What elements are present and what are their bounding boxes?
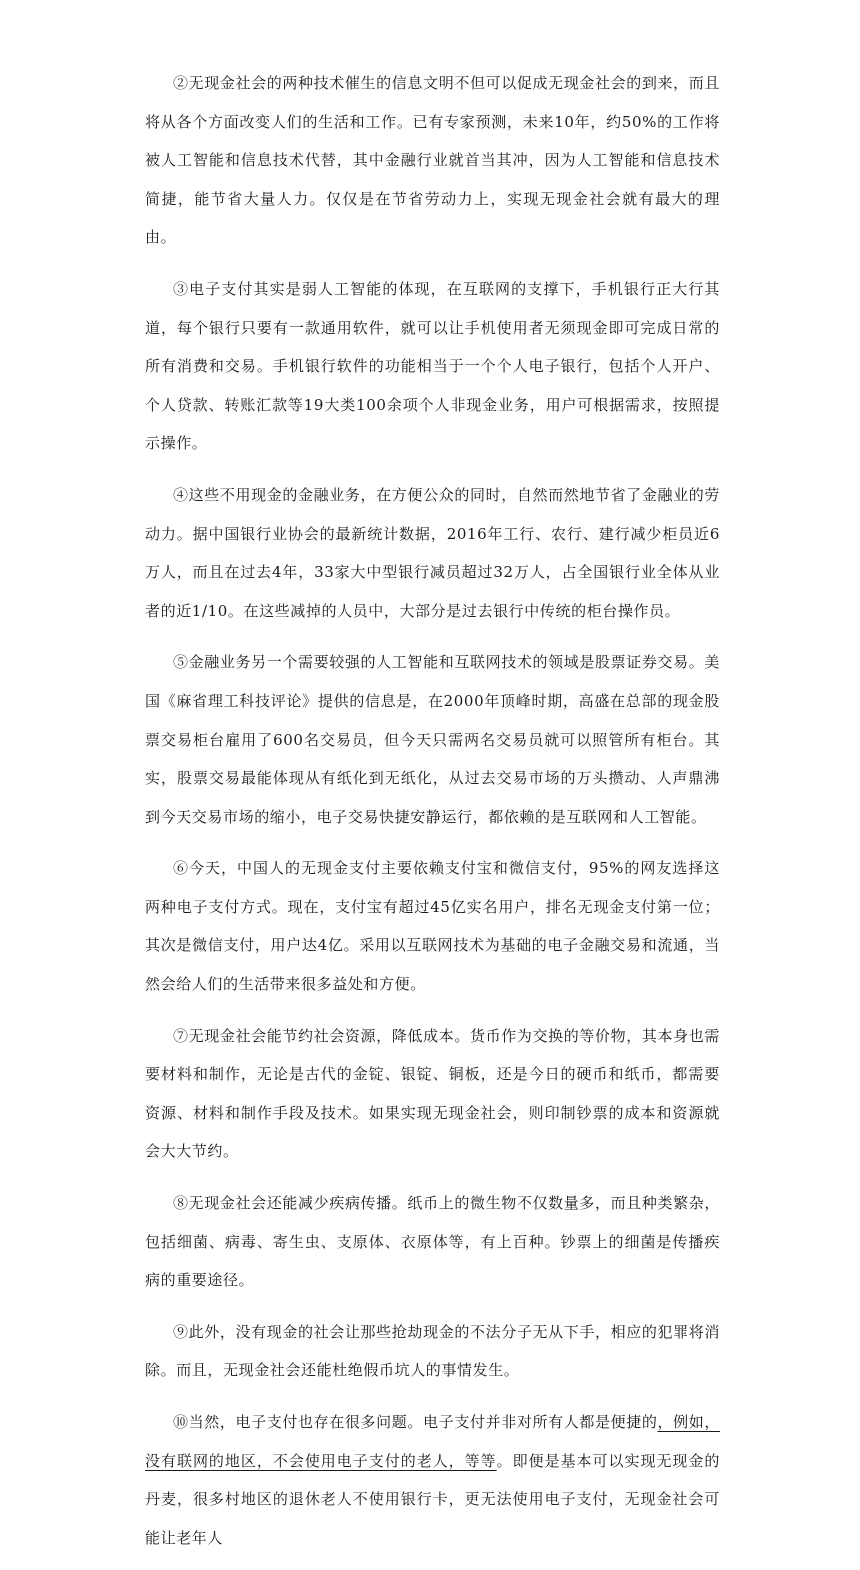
paragraph-6: ⑥今天，中国人的无现金支付主要依赖支付宝和微信支付，95%的网友选择这两种电子支付方式。现在，支付宝有超过45亿实名用户，排名无现金支付第一位；其次是微信支付，用户达4亿。采用以互联网技术为基础的电子金融交易和流通，当然会给人们的生活带来很多益处和方便。 — [145, 859, 720, 994]
paragraph-4: ④这些不用现金的金融业务，在方便公众的同时，自然而然地节省了金融业的劳动力。据中国银行业协会的最新统计数据，2016年工行、农行、建行减少柜员近6万人，而且在过去4年，33家大中型银行减员超过32万人，占全国银行业全体从业者的近1/10。在这些减掉的人员中，大部分是过去银行中传统的柜台操作员。 — [145, 485, 720, 620]
paragraph-10 — [145, 1403, 720, 1557]
paragraph-3: ③电子支付其实是弱人工智能的体现，在互联网的支撑下，手机银行正大行其道，每个银行只要有一款通用软件，就可以让手机使用者无须现金即可完成日常的所有消费和交易。手机银行软件的功能相当于一个个人电子银行，包括个人开户、个人贷款、转账汇款等19大类100余项个人非现金业务，用户可根据需求，按照提示操作。 — [145, 279, 720, 453]
underlined-example-text: ，例如，没有联网的地区，不会使用电子支付的老人，等等 — [145, 1413, 721, 1470]
paragraph-7: ⑦无现金社会能节约社会资源，降低成本。货币作为交换的等价物，其本身也需要材料和制作，无论是古代的金锭、银锭、铜板，还是今日的硬币和纸币，都需要资源、材料和制作手段及技术。如果实现无现金社会，则印制钞票的成本和资源就会大大节约。 — [145, 1026, 720, 1161]
paragraph-10-text: ⑩当然，电子支付也存在很多问题。电子支付并非对所有人都是便捷的 — [173, 1413, 658, 1431]
paragraph-5: ⑤金融业务另一个需要较强的人工智能和互联网技术的领域是股票证券交易。美国《麻省理工科技评论》提供的信息是，在2000年顶峰时期，高盛在总部的现金股票交易柜台雇用了600名交易员，但今天只需两名交易员就可以照管所有柜台。其实，股票交易最能体现从有纸化到无纸化，从过去交易市场的万头攒动、人声鼎沸到今天交易市场的缩小，电子交易快捷安静运行，都依赖的是互联网和人工智能。 — [145, 653, 720, 826]
paragraph-10-continuation: 。即便是基本可以实现无现金的丹麦，很多村地区的退休老人不使用银行卡，更无法使用电子支付，无现金社会可能让老年人 — [145, 1451, 721, 1547]
paragraph-2: ②无现金社会的两种技术催生的信息文明不但可以促成无现金社会的到来，而且将从各个方面改变人们的生活和工作。已有专家预测，未来10年，约50%的工作将被人工智能和信息技术代替，其中金融行业就首当其冲，因为人工智能和信息技术简捷，能节省大量人力。仅仅是在节省劳动力上，实现无现金社会就有最大的理由。 — [145, 74, 720, 247]
paragraph-8: ⑧无现金社会还能减少疾病传播。纸币上的微生物不仅数量多，而且种类繁杂，包括细菌、病毒、寄生虫、支原体、衣原体等，有上百种。钞票上的细菌是传播疾病的重要途径。 — [145, 1194, 720, 1290]
paragraph-9: ⑨此外，没有现金的社会让那些抢劫现金的不法分子无从下手，相应的犯罪将消除。而且，无现金社会还能杜绝假币坑人的事情发生。 — [145, 1322, 720, 1380]
document-page — [145, 64, 720, 1570]
